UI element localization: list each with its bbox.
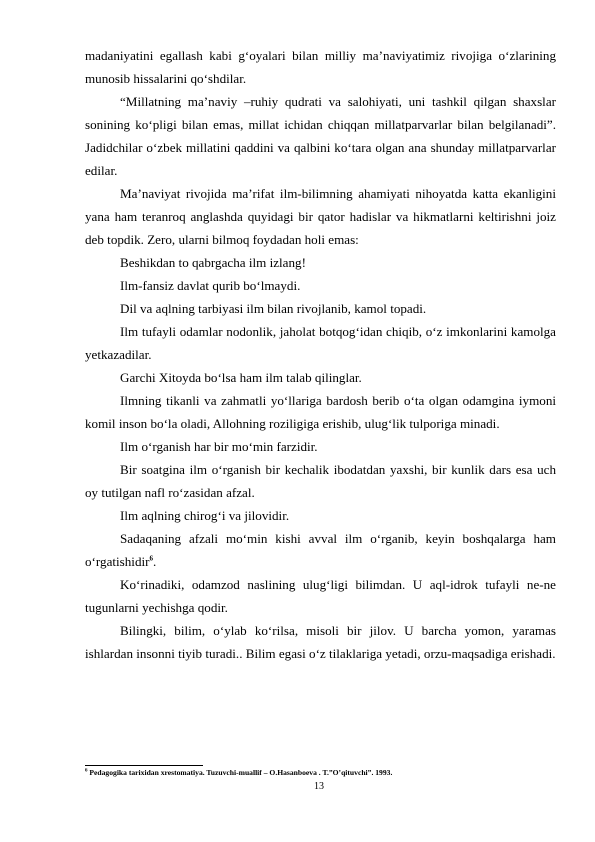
footnote-reference[interactable]: 6 [149,554,153,563]
footnote-text: Pedagogika tarixidan xrestomatiya. Tuzuvchi-muallif – O.Hasanboeva . T.”O’qituvchi”. 1993. [89,768,393,777]
hadith-6: Ilmning tikanli va zahmatli yo‘llariga bardosh berib o‘ta olgan odamgina iymoni komil inson bo‘la oladi, Allohning roziligiga erishib, ulug‘lik tulporiga minadi. [85,393,556,431]
paragraph-conclusion-2: Bilingki, bilim, o‘ylab ko‘rilsa, misoli bir jilov. U barcha yomon, yaramas ishlardan insonni tiyib turadi.. Bilim egasi o‘z tilaklariga yetadi, orzu-maqsadiga erishadi. [85,623,556,661]
hadith-10: Sadaqaning afzali mo‘min kishi avval ilm o‘rganib, keyin boshqalarga ham o‘rgatishidir$^6$. [85,531,556,569]
hadith-10-text: Sadaqaning afzali mo‘min kishi avval ilm o‘rganib, keyin boshqalarga ham o‘rgatishidir [85,531,556,569]
footnote [85,768,556,778]
hadith-8: Bir soatgina ilm o‘rganish bir kechalik ibodatdan yaxshi, bir kunlik dars esa uch oy tutilgan nafl ro‘zasidan afzal. [85,462,556,500]
hadith-1: Beshikdan to qabrgacha ilm izlang! [120,255,306,270]
hadith-9: Ilm aqlning chirog‘i va jilovidir. [120,508,290,523]
footnote-marker: 6 [85,768,88,774]
document-body [85,44,556,665]
page-number: 13 [314,781,324,792]
hadith-2: Ilm-fansiz davlat qurib bo‘lmaydi. [120,278,301,293]
paragraph-3: Ma’naviyat rivojida ma’rifat ilm-bilimning ahamiyati nihoyatda katta ekanligini yana ham teranroq anglashda quyidagi bir qator hadislar va hikmatlarni keltirishni joiz deb topdik. Zero, ularni bilmoq foydadan holi emas: [85,186,556,247]
footnote-divider [85,765,203,766]
paragraph-conclusion-1: Ko‘rinadiki, odamzod naslining ulug‘ligi bilimdan. U aql-idrok tufayli ne-ne tugunlarni yechishga qodir. [85,577,556,615]
hadith-5: Garchi Xitoyda bo‘lsa ham ilm talab qilinglar. [120,370,362,385]
hadith-7: Ilm o‘rganish har bir mo‘min farzidir. [120,439,318,454]
paragraph-1: madaniyatini egallash kabi g‘oyalari bilan milliy ma’naviyatimiz rivojiga o‘zlarining munosib hissalarini qo‘shdilar. [85,48,556,86]
hadith-3: Dil va aqlning tarbiyasi ilm bilan rivojlanib, kamol topadi. [120,301,427,316]
hadith-4: Ilm tufayli odamlar nodonlik, jaholat botqog‘idan chiqib, o‘z imkonlarini kamolga yetkazadilar. [85,324,556,362]
paragraph-2: “Millatning ma’naviy –ruhiy qudrati va salohiyati, uni tashkil qilgan shaxslar sonining ko‘pligi bilan emas, millat ichidan chiqqan millatparvarlar bilan belgilanadi”. Jadidchilar o‘zbek millatini qaddini va qalbini ko‘tara olgan ana shunday millatparvarlar edilar. [85,94,556,178]
